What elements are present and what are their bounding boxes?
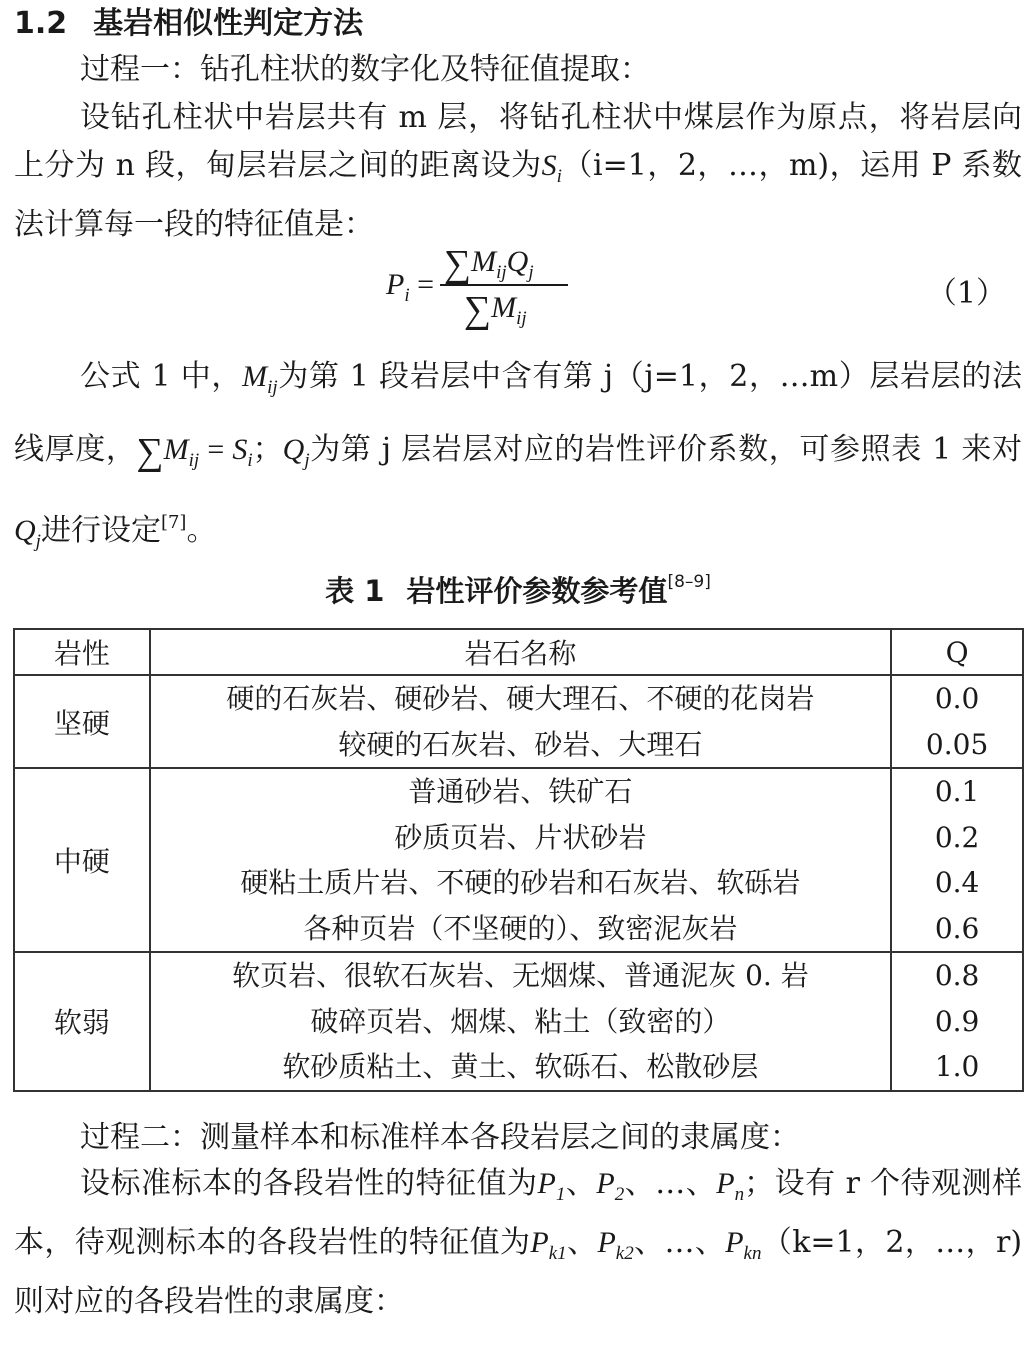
formula-1: [0, 238, 1036, 338]
rock-name: 软砂质粘土、黄土、软砾石、松散砂层: [282, 1050, 759, 1083]
rock-name: 普通砂岩、铁矿石: [408, 775, 633, 808]
p-variable-1: $P_1$: [537, 1167, 566, 1205]
header-rock-name: 岩石名称: [150, 629, 892, 675]
pk-variable-1: $P_{k1}$: [530, 1226, 567, 1264]
q-values-cell: [891, 675, 1023, 768]
formula-lhs: $P_i$ =: [386, 268, 435, 306]
rock-name: 砂质页岩、片状砂岩: [394, 820, 647, 854]
pk-variable-2: $P_{k2}$: [597, 1226, 634, 1264]
section-title: 基岩相似性判定方法: [93, 6, 364, 41]
table-caption: [0, 560, 1036, 613]
table-number: 表 1: [325, 574, 385, 608]
citation-7: [7]: [160, 512, 187, 533]
q-value: 0.8: [934, 959, 980, 992]
process1-title: 过程一：钻孔柱状的数字化及特征值提取：: [80, 52, 650, 87]
formula-explanation: 公式 1 中，$M_{ij}$为第 1 段岩层中含有第 j（j=1，2，…m）层岩层的法线厚度，$\sum M_{ij} = S_i$；$Q_j$为第 j 层岩层对应的岩性评价系数，可参照表 1 来对$Q_j$进行设定[7]。: [14, 359, 1022, 552]
rock-parameter-table: [13, 628, 1024, 1092]
rock-name: 各种页岩（不坚硬的）、致密泥灰岩: [303, 911, 738, 945]
rock-name: 破碎页岩、烟煤、粘土（致密的）: [310, 1004, 731, 1038]
p-variable-2: $P_2$: [596, 1167, 625, 1205]
q-value: 0.2: [934, 820, 980, 854]
section-heading: [14, 2, 363, 46]
fraction-bar: [440, 284, 568, 286]
header-q: Q: [891, 629, 1023, 675]
table-row-soft: [14, 952, 1023, 1091]
rock-names-cell: [150, 675, 892, 768]
process2-title: 过程二：测量样本和标准样本各段岩层之间的隶属度：: [80, 1120, 800, 1155]
process1-text-a: 设钻孔柱状中岩层共有 m 层，将钻孔柱状中煤层作为原点，将岩层向上分为 n 段，甸层岩层之间的距离设为: [14, 100, 1022, 183]
table-header-row: [14, 629, 1023, 675]
header-category: 岩性: [14, 629, 150, 675]
q-values-cell: [891, 768, 1023, 952]
process1-paragraph: [14, 94, 1022, 249]
s-variable: $S_i$: [541, 149, 562, 187]
rock-name: 软页岩、很软石灰岩、无烟煤、普通泥灰 0. 岩: [232, 959, 809, 992]
pk-variable-n: $P_{kn}$: [725, 1226, 762, 1264]
q-value: 0.6: [934, 911, 980, 945]
table-row-hard: [14, 675, 1023, 768]
q-value: 0.1: [934, 775, 980, 808]
table-citation: [8–9]: [667, 572, 711, 592]
rock-names-cell: [150, 952, 892, 1091]
q-value: 1.0: [934, 1050, 980, 1083]
q-variable: $Q_j$: [282, 433, 310, 471]
q-value: 0.0: [934, 682, 980, 715]
category-cell: 软弱: [14, 952, 150, 1091]
p-variable-n: $P_n$: [716, 1167, 745, 1205]
rock-names-cell: [150, 768, 892, 952]
section-number: 1.2: [14, 6, 68, 41]
formula-numerator: $\sum M_{ij}Q_j$: [444, 243, 534, 285]
q-variable-2: $Q_j$: [14, 514, 41, 552]
q-value: 0.4: [934, 866, 980, 899]
sum-equation: $\sum M_{ij} = S_i$: [136, 431, 253, 473]
process2-paragraph: 设标准标本的各段岩性的特征值为$P_1$、$P_2$、…、$P_n$；设有 r 个待观测样本，待观测标本的各段岩性的特征值为$P_{k1}$、$P_{k2}$、…、$P_{kn}(k=1$，2，…，r) 则对应的各段岩性的隶属度：: [14, 1166, 1023, 1319]
rock-name: 硬粘土质片岩、不硬的砂岩和石灰岩、软砾岩: [240, 866, 801, 899]
formula-denominator: $\sum M_{ij}$: [464, 289, 527, 331]
rock-name: 较硬的石灰岩、砂岩、大理石: [338, 727, 703, 761]
category-cell: 坚硬: [14, 675, 150, 768]
q-value: 0.9: [934, 1004, 980, 1038]
process1-text-b: （i=1，2，…，m)，运用 P 系数法计算每一段的特征值是：: [14, 148, 1022, 242]
rock-name: 硬的石灰岩、硬砂岩、硬大理石、不硬的花岗岩: [226, 682, 815, 715]
q-values-cell: [891, 952, 1023, 1091]
m-variable: $M_{ij}$: [242, 360, 278, 398]
table-row-medium: [14, 768, 1023, 952]
category-cell: 中硬: [14, 768, 150, 952]
q-value: 0.05: [925, 727, 989, 761]
table-title: 岩性评价参数参考值: [406, 574, 668, 608]
equation-number: （1）: [926, 276, 1006, 311]
